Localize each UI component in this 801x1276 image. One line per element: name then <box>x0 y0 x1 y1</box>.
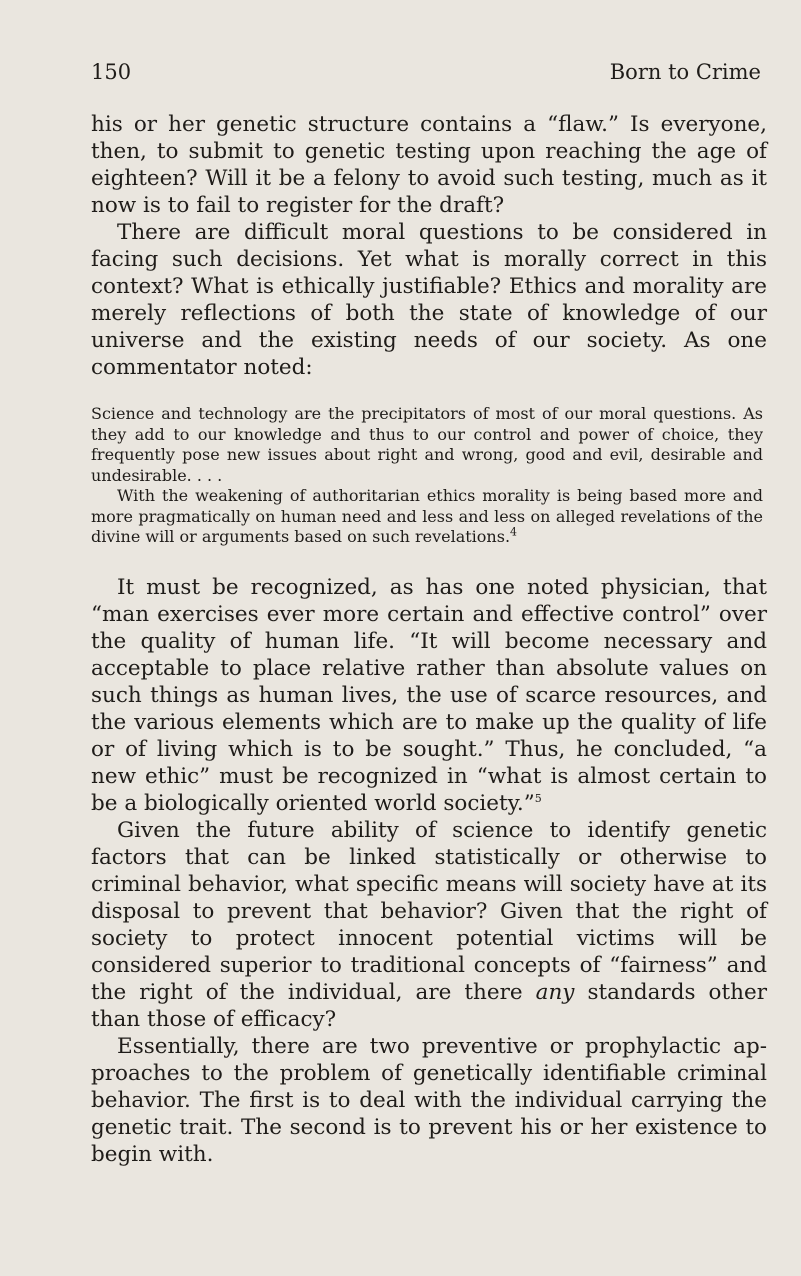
paragraph: Essentially, there are two preventive or prophylactic approaches to the problem of genetically identifiable criminal behavior. The first is to deal with the individual carrying the genetic trait. The second is to prevent his or her existence to begin with. <box>91 1033 767 1167</box>
paragraph <box>91 817 767 1033</box>
paragraph-text: It must be recognized, as has one noted physician, that “man exercises ever more certain and effective control” over the quality of human life. “It will become necessary and acceptable to place relative rather than absolute values on such things as human lives, the use of scarce resources, and the various elements which are to make up the quality of life or of living which is to be sought.” Thus, he concluded, “a new ethic” must be recognized in “what is almost certain to be a biologically oriented world society.” <box>91 574 767 816</box>
running-head <box>91 60 769 90</box>
quote-text: With the weakening of authoritarian ethics morality is being based more and more pragmatically on human need and less and less on alleged revelations of the divine will or arguments based on such revelations. <box>91 486 763 546</box>
paragraph: his or her genetic structure contains a “flaw.” Is everyone, then, to submit to genetic testing upon reaching the age of eighteen? Will it be a felony to avoid such testing, much as it now is to fail to register for the draft? <box>91 112 767 218</box>
paragraph-text: Given the future ability of science to identify genetic factors that can be linked statistically or otherwise to criminal behavior, what specific means will society have at its disposal to prevent that behavior? Given that the right of society to protect innocent potential victims will be considered superior to traditional concepts of “fairness” and the right of the individual, are there <box>91 817 767 1005</box>
paragraph: There are difficult moral questions to be considered in facing such decisions. Yet what is morally correct in this context? What is ethically justifiable? Ethics and morality are merely reflections of both the state of knowledge of our universe and the existing needs of our society. As one commentator noted: <box>91 220 767 380</box>
running-title: Born to Crime <box>609 60 761 84</box>
quote-paragraph <box>91 486 763 548</box>
footnote-ref: 4 <box>510 525 518 539</box>
block-quote <box>91 404 763 548</box>
footnote-ref: 5 <box>534 791 542 805</box>
paragraph <box>91 574 767 817</box>
paragraph-text: standards other than those of efficacy? <box>91 979 767 1032</box>
quote-paragraph: Science and technology are the precipitators of most of our moral questions. As they add to our knowledge and thus to our control and power of choice, they frequently pose new issues about right and wrong, good and evil, desirable and undesirable. . . . <box>91 404 763 485</box>
page-number: 150 <box>91 60 132 84</box>
emphasis: any <box>535 979 575 1005</box>
body-text <box>91 111 767 1168</box>
